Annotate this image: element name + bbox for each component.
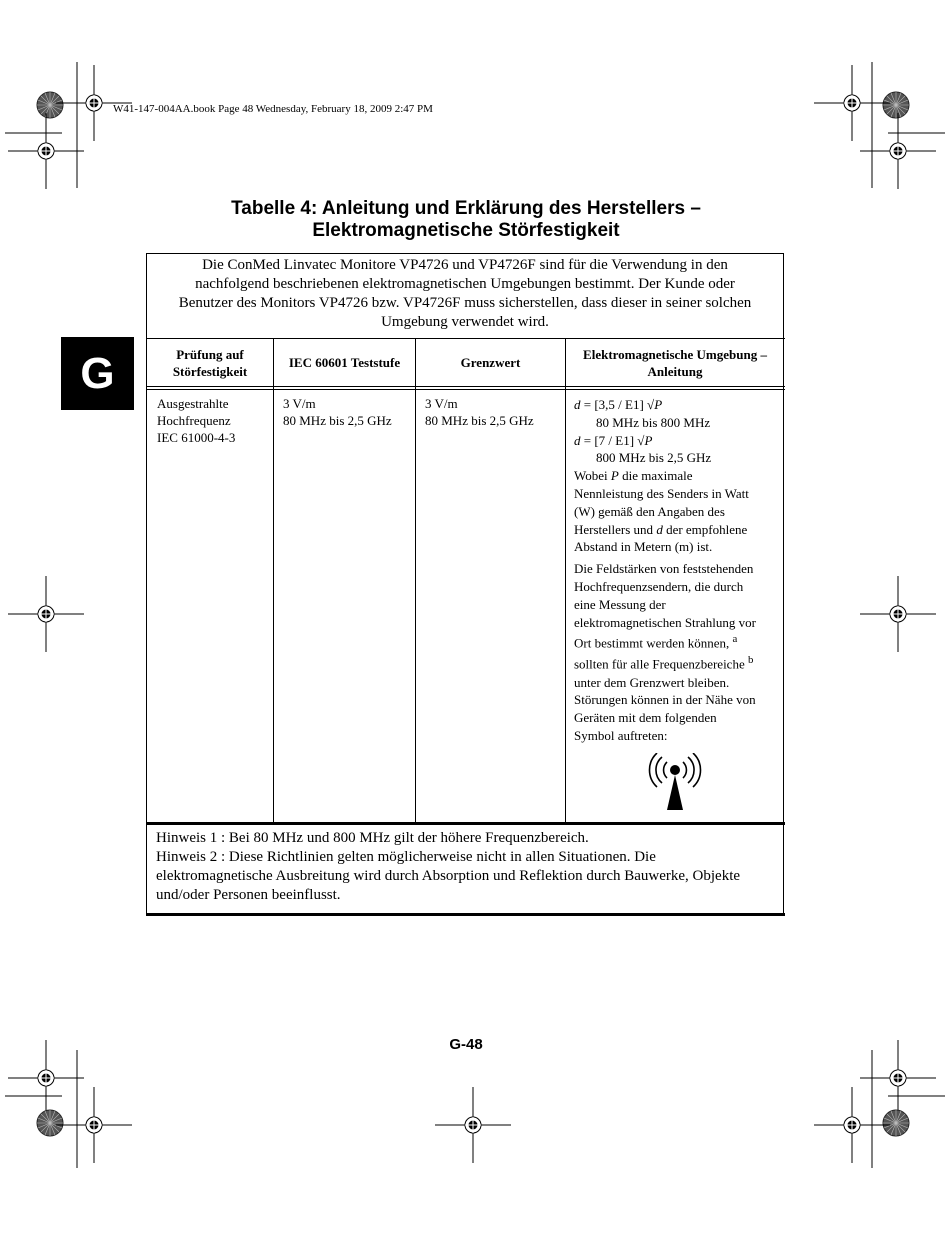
cell-text: IEC 61000-4-3 <box>157 430 236 445</box>
table-title <box>150 198 782 242</box>
formula-2: d = [7 / E1] √P <box>574 432 653 448</box>
guidance-text: Ort bestimmt werden können, $^a$ <box>574 633 738 651</box>
header-cell-compliance <box>416 339 565 386</box>
guidance-text: Geräten mit dem folgenden <box>574 710 717 726</box>
guidance-text: Wobei P die maximale <box>574 468 693 484</box>
print-info-header: W41-147-004AA.book Page 48 Wednesday, February 18, 2009 2:47 PM <box>113 103 433 115</box>
table-rule <box>146 822 785 825</box>
intro-line: Benutzer des Monitors VP4726 bzw. VP4726F muss sicherstellen, dass dieser in seiner solchen <box>178 295 752 311</box>
guidance-text: sollten für alle Frequenzbereiche $^b$ <box>574 654 754 672</box>
cell-text: 80 MHz bis 2,5 GHz <box>425 413 534 428</box>
column-divider <box>565 338 566 824</box>
cell-text: Ausgestrahlte <box>157 396 229 411</box>
cell-text: 3 V/m <box>283 396 316 411</box>
guidance-text: Nennleistung des Senders in Watt <box>574 485 749 501</box>
table-rule <box>146 386 785 387</box>
header-text: Grenzwert <box>460 355 521 370</box>
note-line: Hinweis 2 : Diese Richtlinien gelten möglicherweise nicht in allen Situationen. Die <box>156 849 656 865</box>
column-divider <box>415 338 416 824</box>
guidance-text: eine Messung der <box>574 596 666 612</box>
table-rule <box>146 389 785 390</box>
intro-line: Die ConMed Linvatec Monitore VP4726 und VP4726F sind für die Verwendung in den <box>202 257 728 273</box>
header-text: IEC 60601 Teststufe <box>288 355 401 370</box>
header-text: Elektromagnetische Umgebung – <box>583 346 767 362</box>
guidance-text: Störungen können in der Nähe von <box>574 692 756 708</box>
cell-text: 80 MHz bis 2,5 GHz <box>283 413 392 428</box>
intro-line: nachfolgend beschriebenen elektromagnetischen Umgebungen bestimmt. Der Kunde oder <box>195 276 735 292</box>
intro-text <box>147 256 783 332</box>
guidance-text: (W) gemäß den Angaben des <box>574 503 725 519</box>
table-rule <box>146 913 785 916</box>
header-text: Prüfung auf <box>176 346 244 362</box>
section-tab: G <box>61 337 134 410</box>
cell-compliance <box>425 395 561 429</box>
formula-1: d = [3,5 / E1] √P <box>574 397 663 412</box>
note-line: elektromagnetische Ausbreitung wird durch Absorption und Reflektion durch Bauwerke, Objekte <box>156 868 741 884</box>
guidance-text: unter dem Grenzwert bleiben. <box>574 674 730 690</box>
header-cell-level <box>274 339 415 386</box>
header-cell-test <box>147 339 273 386</box>
title-line-1: Tabelle 4: Anleitung und Erklärung des Herstellers – <box>231 198 701 219</box>
header-text: Anleitung <box>647 363 703 379</box>
footnote-a: a <box>732 633 738 646</box>
cell-level <box>283 395 411 429</box>
formula-2-range: 800 MHz bis 2,5 GHz <box>596 450 712 466</box>
formula-1-range: 80 MHz bis 800 MHz <box>596 414 711 430</box>
footnote-b: b <box>747 654 754 667</box>
non-ionizing-radiation-icon <box>648 753 702 811</box>
cell-test <box>157 395 269 446</box>
guidance-text: elektromagnetischen Strahlung vor <box>574 614 756 630</box>
header-text: Störfestigkeit <box>172 363 248 379</box>
guidance-text: Herstellers und d der empfohlene <box>574 521 748 537</box>
header-cell-guidance <box>566 339 784 386</box>
guidance-text: Abstand in Metern (m) ist. <box>574 539 713 555</box>
table-notes <box>156 829 778 905</box>
cell-text: Hochfrequenz <box>157 413 231 428</box>
intro-line: Umgebung verwendet wird. <box>381 314 549 330</box>
guidance-text: Symbol auftreten: <box>574 728 668 743</box>
page-number: G-48 <box>449 1036 483 1053</box>
note-line: Hinweis 1 : Bei 80 MHz und 800 MHz gilt der höhere Frequenzbereich. <box>156 830 589 846</box>
note-line: und/oder Personen beeinflusst. <box>156 887 341 903</box>
guidance-text: Hochfrequenzsendern, die durch <box>574 578 744 594</box>
guidance-text: Die Feldstärken von feststehenden <box>574 561 754 577</box>
title-line-2: Elektromagnetische Störfestigkeit <box>312 220 620 241</box>
cell-text: 3 V/m <box>425 396 458 411</box>
column-divider <box>273 338 274 824</box>
cell-guidance <box>574 396 779 745</box>
